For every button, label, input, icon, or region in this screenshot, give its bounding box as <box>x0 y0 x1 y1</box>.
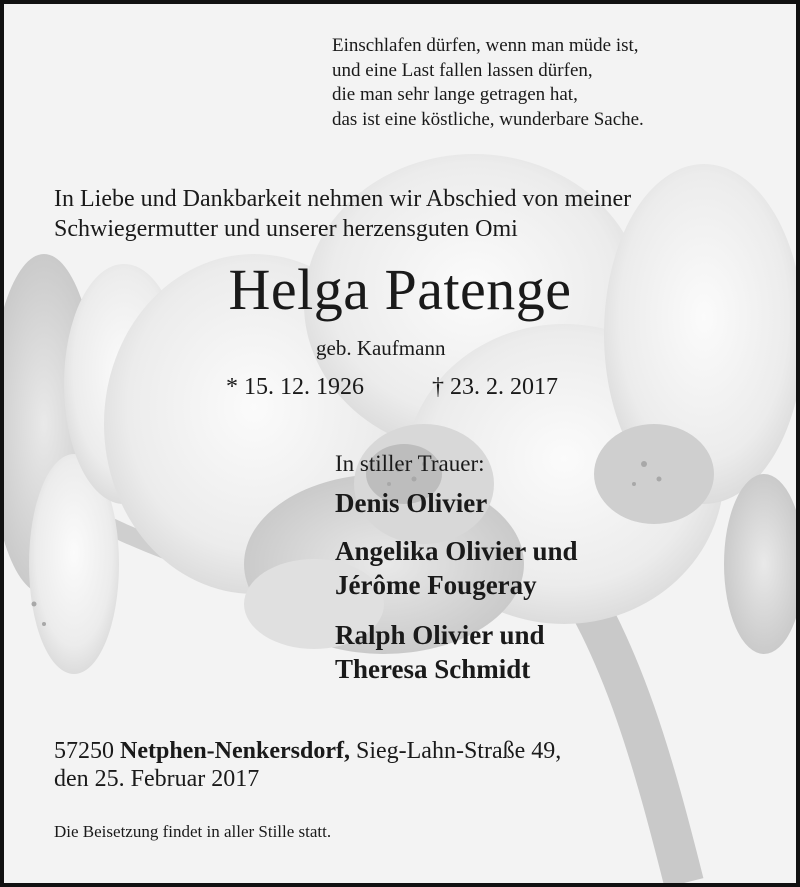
mourner-group <box>335 534 578 602</box>
funeral-note: Die Beisetzung findet in aller Stille statt. <box>54 822 332 841</box>
intro-line: In Liebe und Dankbarkeit nehmen wir Abschied von meiner <box>54 186 632 212</box>
street: Sieg-Lahn-Straße 49, <box>355 738 562 764</box>
mourner-name: Denis Olivier <box>335 488 488 518</box>
deceased-name: Helga Patenge <box>228 257 572 322</box>
town: Netphen-Nenkersdorf, <box>120 738 350 764</box>
death-date: † 23. 2. 2017 <box>432 374 558 400</box>
poem <box>332 34 644 132</box>
poem-line: Einschlafen dürfen, wenn man müde ist, <box>332 35 639 56</box>
notice-date: den 25. Februar 2017 <box>54 766 260 792</box>
mourner-group <box>335 486 487 520</box>
mourner-group <box>335 618 545 686</box>
birth-date: * 15. 12. 1926 <box>226 374 364 400</box>
poem-line: das ist eine köstliche, wunderbare Sache. <box>332 108 644 130</box>
address <box>54 736 561 766</box>
mourner-name: Theresa Schmidt <box>335 654 531 684</box>
mourner-name: Ralph Olivier und <box>335 620 545 650</box>
mourner-name: Jérôme Fougeray <box>335 570 537 600</box>
birth-name: geb. Kaufmann <box>316 336 446 360</box>
mourning-label: In stiller Trauer: <box>335 451 485 476</box>
poem-line: die man sehr lange getragen hat, <box>332 84 578 105</box>
intro-line: Schwiegermutter und unserer herzensguten Omi <box>54 216 518 242</box>
intro-text <box>54 184 631 244</box>
mourner-name: Angelika Olivier und <box>335 536 578 566</box>
poem-line: und eine Last fallen lassen dürfen, <box>332 59 593 81</box>
postal-code: 57250 <box>54 738 114 764</box>
